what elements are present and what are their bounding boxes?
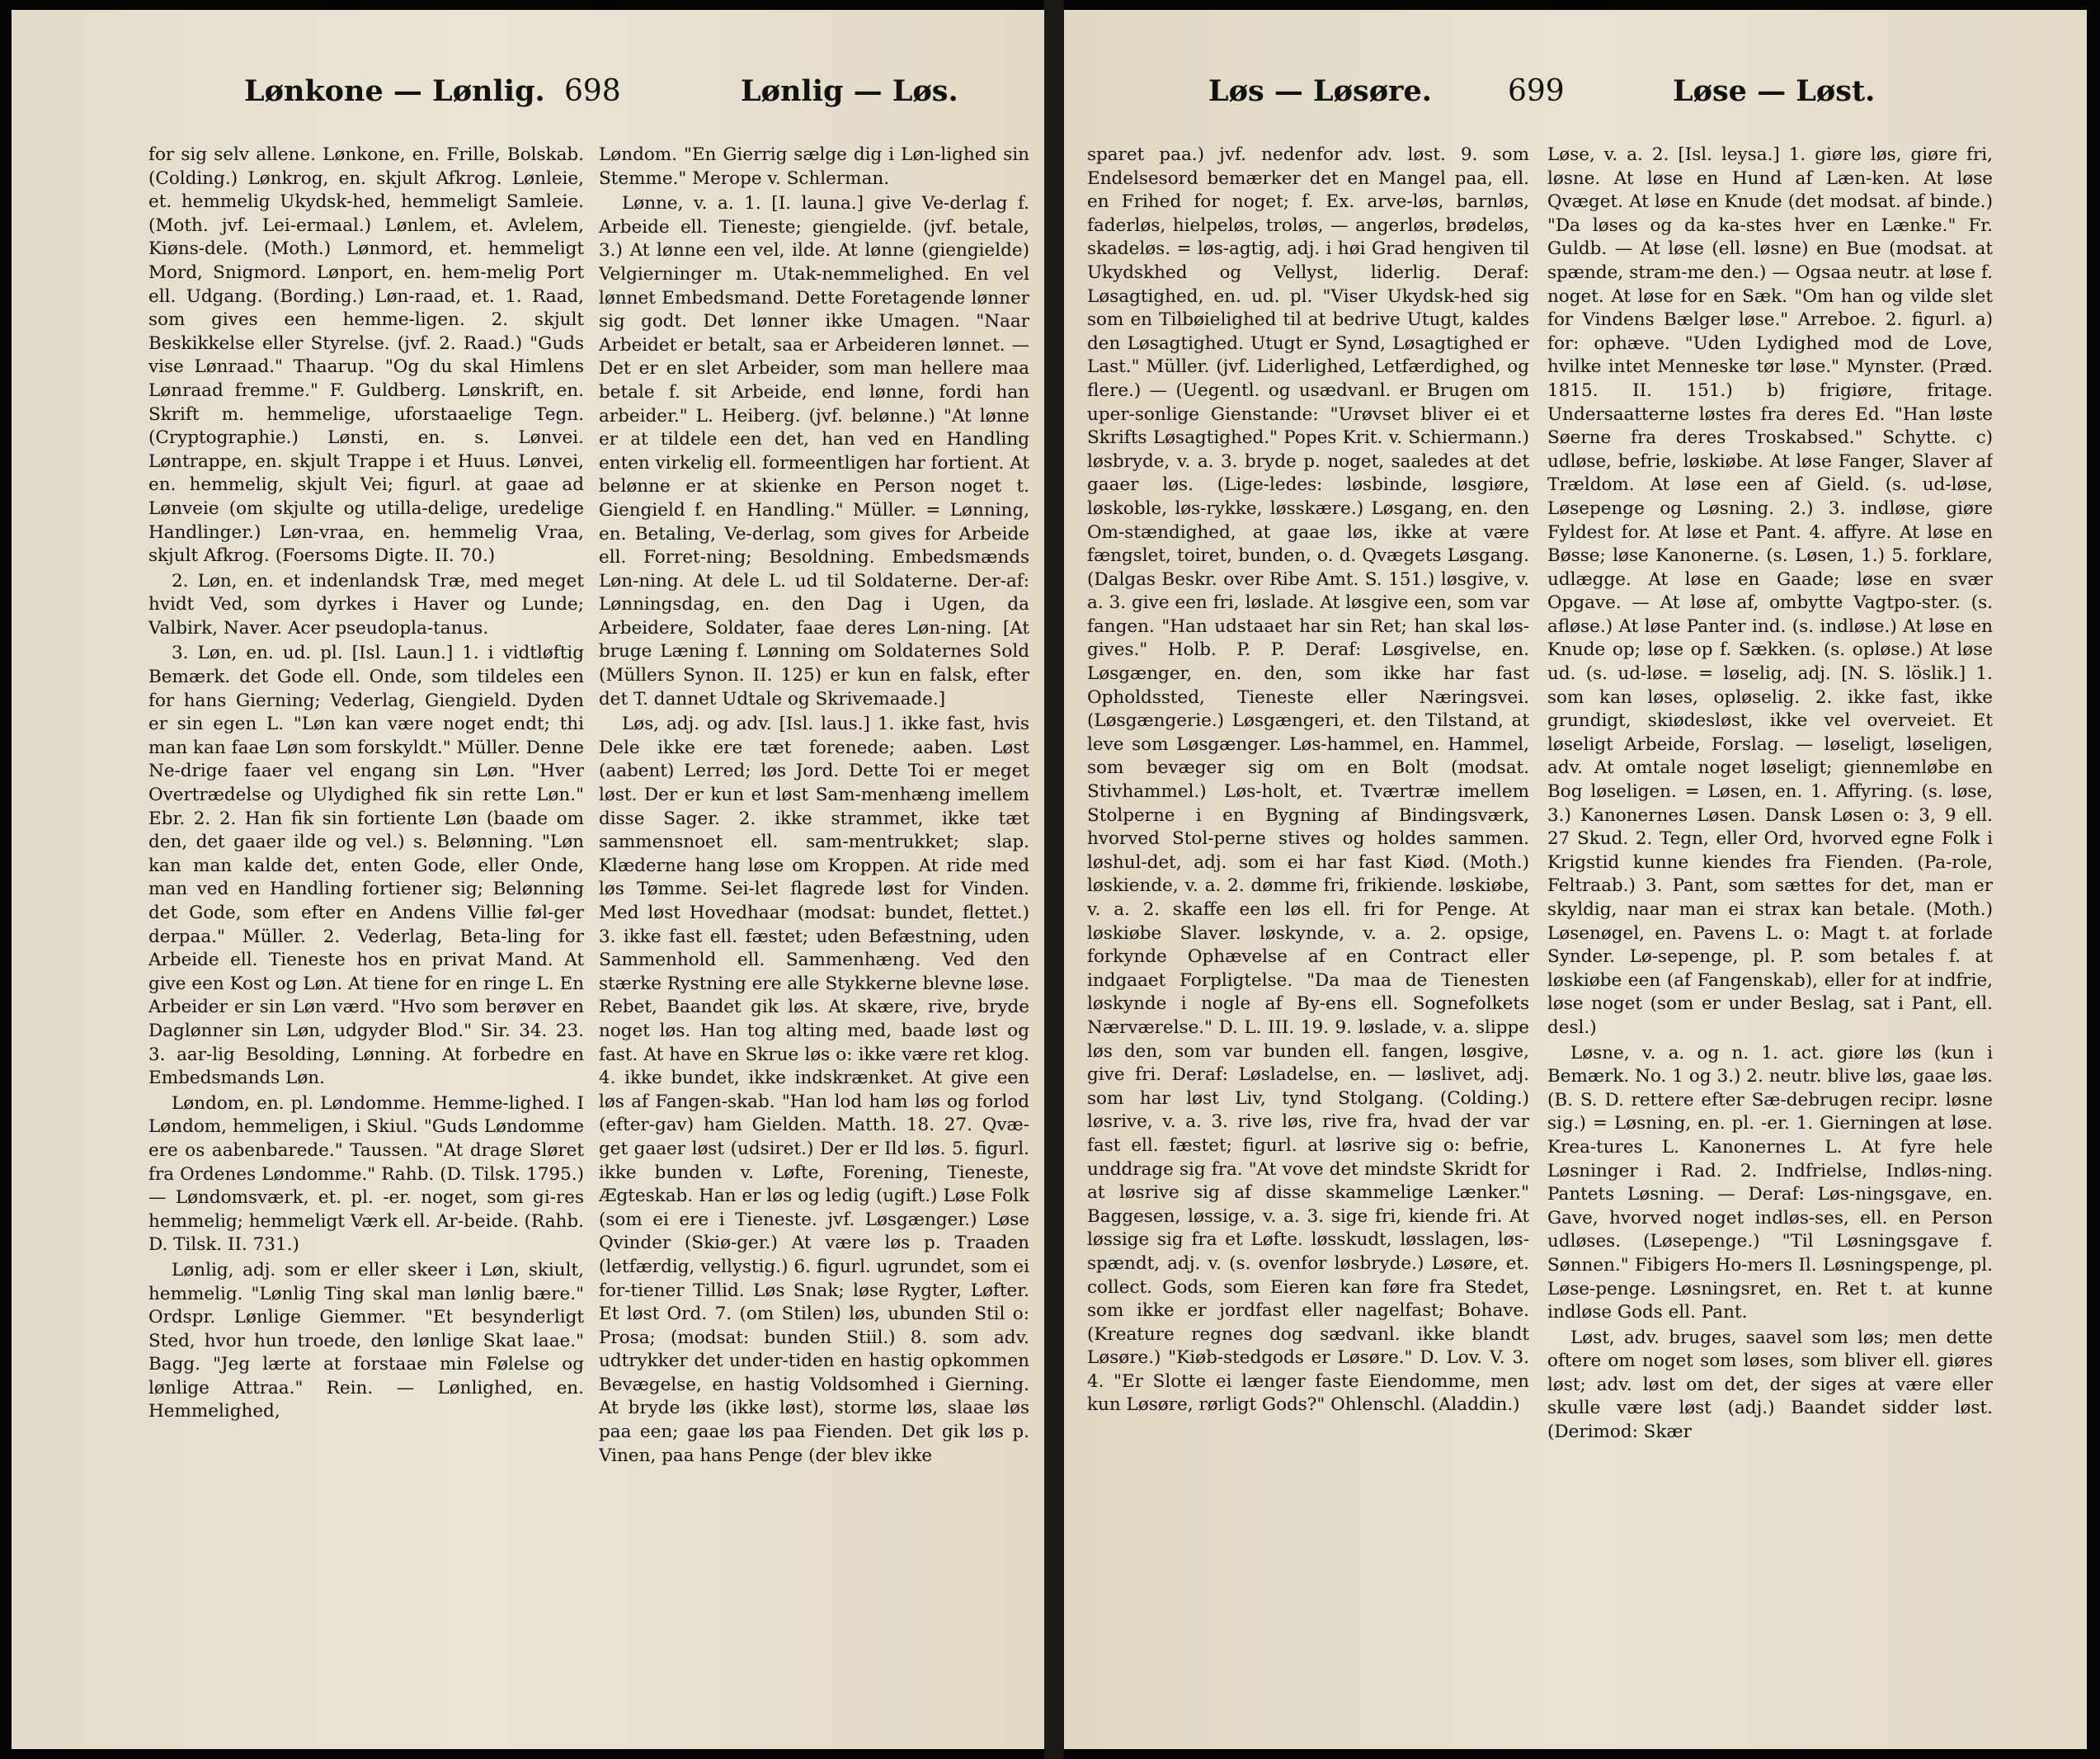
right-page xyxy=(1064,10,2087,1749)
left-header-guide-right: Lønlig — Løs. xyxy=(741,74,958,108)
dictionary-paragraph: Løs, adj. og adv. [Isl. laus.] 1. ikke fast, hvis Dele ikke ere tæt forenede; aaben. Løst (aabent) Lerred; løs Jord. Dette Toi er meget løst. Der er kun et løst Sam-menhæng imellem disse Sager. 2. ikke strammet, ikke tæt sammensnoet ell. sam-mentrukket; slap. Klæderne hang løse om Kroppen. At ride med løs Tømme. Sei-let flagrede løst for Vinden. Med løst Hovedhaar (modsat: bundet, flettet.) 3. ikke fast ell. fæstet; uden Befæstning, uden Sammenhold ell. Sammenhæng. Ved den stærke Rystning ere alle Stykkerne blevne løse. Rebet, Baandet gik løs. At skære, rive, bryde noget løs. Han tog alting med, baade løst og fast. At have en Skrue løs o: ikke være ret klog. 4. ikke bundet, ikke indskrænket. At give een løs af Fangen-skab. "Han lod ham løs og forlod (efter-gav) ham Gielden. Matth. 18. 27. Qvæ-get gaaer løst (udsiret.) Der er Ild løs. 5. figurl. ikke bunden v. Løfte, Forening, Tieneste, Ægteskab. Han er løs og ledig (ugift.) Løse Folk (som ei ere i Tieneste. jvf. Løsgænger.) Løse Qvinder (Skiø-ger.) At være løs p. Traaden (letfærdig, vellystig.) 6. figurl. ugrundet, som ei for-tiener Tillid. Løs Snak; løse Rygter, Løfter. Et løst Ord. 7. (om Stilen) løs, ubunden Stil o: Prosa; (modsat: bunden Stiil.) 8. som adv. udtrykker det under-tiden en hastig opkommen Bevægelse, en hastig Voldsomhed i Gierning. At bryde løs (ikke løst), storme løs, slaae løs paa een; gaae løs paa Fienden. Det gik løs p. Vinen, paa hans Penge (der blev ikke xyxy=(599,714,1029,1466)
dictionary-paragraph: Løst, adv. bruges, saavel som løs; men dette oftere om noget som løses, som bliver ell. giøres løst; adv. løst om det, der siges at være eller skulle være løst (adj.) Baandet sidder løst. (Derimod: Skær xyxy=(1547,1327,1993,1443)
dictionary-paragraph: for sig selv allene. Lønkone, en. Frille, Bolskab. (Colding.) Lønkrog, en. skjult Afkrog. Lønleie, et. hemmelig Ukydsk-hed, hemmeligt Samleie. (Moth. jvf. Lei-ermaal.) Lønlem, et. Avlelem, Kiøns-dele. (Moth.) Lønmord, et. hemmeligt Mord, Snigmord. Lønport, en. hem-melig Port ell. Udgang. (Bording.) Løn-raad, et. 1. Raad, som gives een hemme-ligen. 2. skjult Beskikkelse eller Styrelse. (jvf. 2. Raad.) "Guds vise Lønraad." Thaarup. "Og du skal Himlens Lønraad fremme." F. Guldberg. Lønskrift, en. Skrift m. hemmelige, uforstaaelige Tegn. (Cryptographie.) Lønsti, en. s. Lønvei. Løntrappe, en. skjult Trappe i et Huus. Lønvei, en. hemmelig, skjult Vei; figurl. at gaae ad Lønveie (om skjulte og utilla-delige, uredelige Handlinger.) Løn-vraa, en. hemmelig Vraa, skjult Afkrog. (Foersoms Digte. II. 70.) xyxy=(148,144,584,567)
dictionary-paragraph: Løndom, en. pl. Løndomme. Hemme-lighed. I Løndom, hemmeligen, i Skiul. "Guds Løndomme ere os aabenbarede." Taussen. "At drage Sløret fra Ordenes Løndomme." Rahb. (D. Tilsk. 1795.) — Løndomsværk, et. pl. -er. noget, som gi-res hemmelig; hemmeligt Værk ell. Ar-beide. (Rahb. D. Tilsk. II. 731.) xyxy=(148,1092,584,1256)
book-gutter xyxy=(1044,0,1064,1759)
left-page xyxy=(12,10,1044,1749)
dictionary-paragraph: Lønlig, adj. som er eller skeer i Løn, skiult, hemmelig. "Lønlig Ting skal man lønlig bære." Ordspr. Lønlige Giemmer. "Et besynderligt Sted, hvor hun troede, den lønlige Skat laae." Bagg. "Jeg lærte at forstaae min Følelse og lønlige Attraa." Rein. — Lønlighed, en. Hemmelighed, xyxy=(148,1259,584,1422)
dictionary-paragraph: Lønne, v. a. 1. [I. launa.] give Ve-derlag f. Arbeide ell. Tieneste; giengielde. (jvf. betale, 3.) At lønne een vel, ilde. At lønne (giengielde) Velgierninger m. Utak-nemmelighed. En vel lønnet Embedsmand. Dette Foretagende lønner sig godt. Det lønner ikke Umagen. "Naar Arbeidet er betalt, saa er Arbeideren lønnet. — Det er en slet Arbeider, som man hellere maa betale f. sit Arbeide, end lønne, fordi han arbeider." L. Heiberg. (jvf. belønne.) "At lønne er at tildele een det, han ved en Handling enten virkelig ell. formeentligen har fortient. At belønne er at skienke en Person noget t. Giengield f. en Handling." Müller. = Lønning, en. Betaling, Ve-derlag, som gives for Arbeide ell. Forret-ning; Besoldning. Embedsmænds Løn-ning. At dele L. ud til Soldaterne. Der-af: Lønningsdag, en. den Dag i Ugen, da Arbeidere, Soldater, faae deres Løn-ning. [At bruge Læning f. Lønning om Soldaternes Sold (Müllers Synon. II. 125) er kun en falsk, efter det T. dannet Udtale og Skrivemaade.] xyxy=(599,193,1029,710)
left-page-header xyxy=(12,74,1044,124)
dictionary-paragraph: Løndom. "En Gierrig sælge dig i Løn-lighed sin Stemme." Merope v. Schlerman. xyxy=(599,144,1029,189)
dictionary-paragraph: Løsne, v. a. og n. 1. act. giøre løs (kun i Bemærk. No. 1 og 3.) 2. neutr. blive løs, gaae løs. (B. S. D. rettere efter Sæ-debrugen recipr. løsne sig.) = Løsning, en. pl. -er. 1. Gierningen at løse. Krea-tures L. Kanonernes L. At fyre hele Løsninger i Rad. 2. Indfrielse, Indløs-ning. Pantets Løsning. — Deraf: Løs-ningsgave, en. Gave, hvorved noget indløs-ses, ell. en Person udløses. (Løsepenge.) "Til Løsningsgave f. Sønnen." Fibigers Ho-mers Il. Løsningspenge, pl. Løse-penge. Løsningsret, en. Ret t. at kunne indløse Gods ell. Pant. xyxy=(1547,1042,1993,1323)
right-page-column-2 xyxy=(1547,144,1993,1711)
left-page-column-2 xyxy=(599,144,1029,1711)
left-page-column-1 xyxy=(148,144,584,1711)
dictionary-paragraph: 2. Løn, en. et indenlandsk Træ, med meget hvidt Ved, som dyrkes i Haver og Lunde; Valbirk, Naver. Acer pseudopla-tanus. xyxy=(148,570,584,639)
right-page-header xyxy=(1064,74,2087,124)
left-page-number: 698 xyxy=(564,74,621,108)
right-page-number: 699 xyxy=(1508,74,1565,108)
dictionary-paragraph: sparet paa.) jvf. nedenfor adv. løst. 9. som Endelsesord bemærker det en Mangel paa, ell. en Frihed for noget; f. Ex. arve-løs, barnløs, faderløs, hielpeløs, troløs, — angerløs, brødeløs, skadeløs. = løs-agtig, adj. i høi Grad hengiven til Ukydskhed og Vellyst, liderlig. Deraf: Løsagtighed, en. ud. pl. "Viser Ukydsk-hed sig som en Tilbøielighed til at bedrive Utugt, kaldes den Løsagtighed. Utugt er Synd, Løsagtighed er Last." Müller. (jvf. Liderlighed, Letfærdighed, og flere.) — (Uegentl. og usædvanl. er Brugen om uper-sonlige Gienstande: "Urøvset bliver ei et Skrifts Løsagtighed." Popes Krit. v. Schiermann.) løsbryde, v. a. 3. bryde p. noget, saaledes at det gaaer løs. (Lige-ledes: løsbinde, løsgiøre, løskoble, løs-rykke, løsskære.) Løsgang, en. den Om-stændighed, at gaae løs, ikke at være fængslet, toiret, bunden, o. d. Qvægets Løsgang. (Dalgas Beskr. over Ribe Amt. S. 151.) løsgive, v. a. 3. give een fri, løslade. At løsgive een, som var fangen. "Han udstaaet har sin Ret; han skal løs-gives." Holb. P. P. Deraf: Løsgivelse, en. Løsgænger, en. den, som ikke har fast Opholdssted, Tieneste eller Næringsvei. (Løsgængerie.) Løsgængeri, et. den Tilstand, at leve som Løsgænger. Løs-hammel, en. Hammel, som bevæger sig om en Bolt (modsat. Stivhammel.) Løs-holt, et. Tværtræ imellem Stolperne i en Bygning af Bindingsværk, hvorved Stol-perne stives og holdes sammen. løshul-det, adj. som ei har fast Kiød. (Moth.) løskiende, v. a. 2. dømme fri, frikiende. løskiøbe, v. a. 2. skaffe een løs ell. fri for Penge. At løskiøbe Slaver. løskynde, v. a. 2. opsige, forkynde Ophævelse af en Contract eller indgaaet Forpligtelse. "Da maa de Tienesten løskynde i nogle af By-ens ell. Sognefolkets Nærværelse." D. L. III. 19. 9. løslade, v. a. slippe løs den, som var bunden ell. fangen, løsgive, give fri. Deraf: Løsladelse, en. — løslivet, adj. som har løst Liv, tynd Stolgang. (Colding.) løsrive, v. a. 3. rive løs, rive fra, hvad der var fast ell. fæstet; figurl. at løsrive sig o: befrie, unddrage sig fra. "At vove det mindste Skridt for at løsrive sig af disse skammelige Lænker." Baggesen, løssige, v. a. 3. sige fri, kiende fri. At løssige sig fra et Løfte. løsskudt, løsslagen, løs-spændt, adj. v. (s. ovenfor løsbryde.) Løsøre, et. collect. Gods, som Eieren kan føre fra Stedet, som ikke er jordfast eller nagelfast; Bohave. (Kreature regnes dog sædvanl. ikke blandt Løsøre.) "Kiøb-stedgods er Løsøre." D. Lov. V. 3. 4. "Er Slotte ei længer faste Eiendomme, men kun Løsøre, rørligt Gods?" Ohlenschl. (Aladdin.) xyxy=(1087,144,1529,1416)
dictionary-paragraph: 3. Løn, en. ud. pl. [Isl. Laun.] 1. i vidtløftig Bemærk. det Gode ell. Onde, som tildeles een for hans Gierning; Vederlag, Giengield. Dyden er sin egen L. "Løn kan være noget endt; thi man kan faae Løn som forskyldt." Müller. Denne Ne-drige faaer vel engang sin Løn. "Hver Overtrædelse og Ulydighed fik sin rette Løn." Ebr. 2. 2. Han fik sin fortiente Løn (baade om den, det gaaer ilde og vel.) s. Belønning. "Løn kan man kalde det, enten Gode, eller Onde, man ved en Handling fortiener sig; Belønning det Gode, som efter en Andens Villie føl-ger derpaa." Müller. 2. Vederlag, Beta-ling for Arbeide ell. Tieneste hos en privat Mand. At give een Kost og Løn. At tiene for en ringe L. En Arbeider er sin Løn værd. "Hvo som berøver en Daglønner sin Løn, udgyder Blod." Sir. 34. 23. 3. aar-lig Besolding, Lønning. At forbedre en Embedsmands Løn. xyxy=(148,643,584,1089)
right-header-guide-right: Løse — Løst. xyxy=(1673,74,1876,108)
left-header-guide-left: Lønkone — Lønlig. xyxy=(244,74,545,108)
right-page-column-1 xyxy=(1087,144,1529,1711)
right-header-guide-left: Løs — Løsøre. xyxy=(1208,74,1432,108)
dictionary-paragraph: Løse, v. a. 2. [Isl. leysa.] 1. giøre løs, giøre fri, løsne. At løse en Hund af Læn-ken. At løse Qvæget. At løse en Knude (det modsat. af binde.) "Da løses og da ka-stes hver en Lænke." Fr. Guldb. — At løse (ell. løsne) en Bue (modsat. at spænde, stram-me den.) — Ogsaa neutr. at løse f. noget. At løse for en Sæk. "Om han og vilde slet for Vindens Bælger løse." Arreboe. 2. figurl. a) for: ophæve. "Uden Lydighed mod de Love, hvilke intet Menneske tør løse." Mynster. (Præd. 1815. II. 151.) b) frigiøre, fritage. Undersaatterne løstes fra deres Ed. "Han løste Søerne fra deres Troskabsed." Schytte. c) udløse, befrie, løskiøbe. At løse Fanger, Slaver af Trældom. At løse een af Gield. (s. ud-løse, Løsepenge og Løsning. 2.) 3. indløse, giøre Fyldest for. At løse et Pant. 4. affyre. At løse en Bøsse; løse Kanonerne. (s. Løsen, 1.) 5. forklare, udlægge. At løse en Gaade; løse en svær Opgave. — At løse af, ombytte Vagtpo-ster. (s. afløse.) At løse Panter ind. (s. indløse.) At løse en Knude op; løse op f. Sækken. (s. opløse.) At løse ud. (s. ud-løse. = løselig, adj. [N. S. löslik.] 1. som kan løses, opløselig. 2. ikke fast, ikke grundigt, skiødesløst, ikke vel overveiet. Et løseligt Arbeide, Forslag. — løseligt, løseligen, adv. At omtale noget løseligt; giennemløbe en Bog løseligen. = Løsen, en. 1. Affyring. (s. løse, 3.) Kanonernes Løsen. Dansk Løsen o: 3, 9 ell. 27 Skud. 2. Tegn, eller Ord, hvorved egne Folk i Krigstid kunne kiendes fra Fienden. (Pa-role, Feltraab.) 3. Pant, som sættes for det, man er skyldig, naar man ei strax kan betale. (Moth.) Løsenøgel, en. Pavens L. o: Magt t. at forlade Synder. Lø-sepenge, pl. P. som betales f. at løskiøbe een (af Fangenskab), eller for at indfrie, løse noget (som er under Beslag, sat i Pant, ell. desl.) xyxy=(1547,144,1993,1038)
